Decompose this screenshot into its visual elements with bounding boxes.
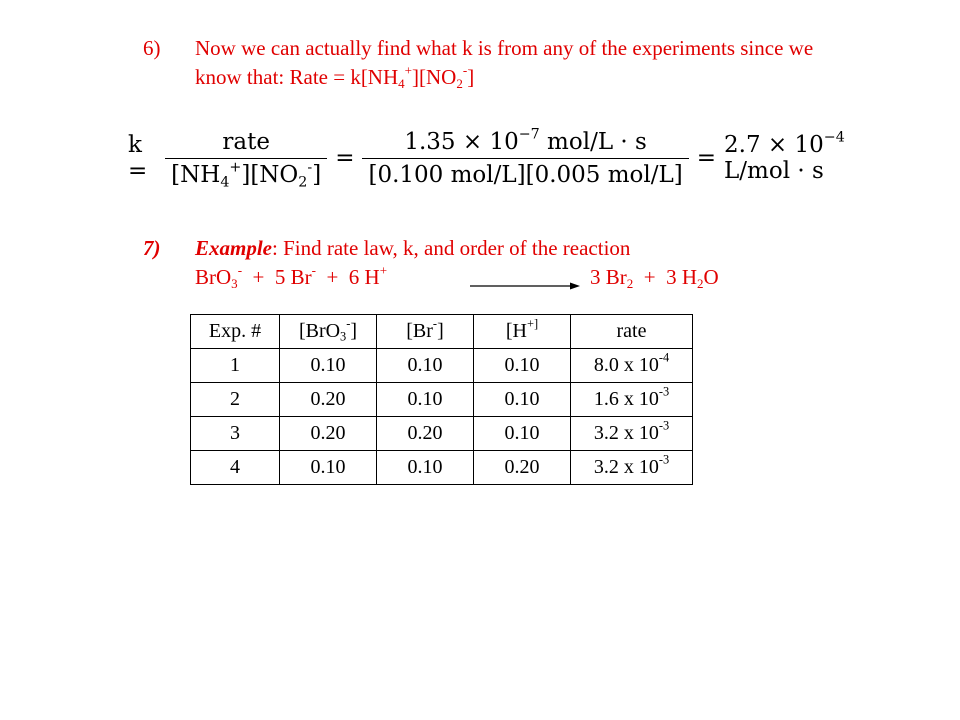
equation-row — [128, 118, 888, 198]
br-header-close: ] — [437, 320, 444, 342]
rate-law-prefix: know that: Rate = k[NH — [195, 65, 399, 89]
table-row — [191, 451, 693, 485]
cell-h: 0.10 — [474, 349, 571, 383]
cell-br: 0.10 — [377, 349, 474, 383]
cell-rate — [571, 383, 693, 417]
bro3-formula: BrO — [195, 265, 232, 289]
equals-sign-1: = — [335, 145, 355, 171]
result — [724, 129, 888, 184]
h2o-term: + 3 H — [633, 265, 698, 289]
num2-unit: mol/L · s — [539, 128, 647, 155]
bro3-header-sub: 3 — [340, 329, 347, 344]
result-mantissa: 2.7 × 10 — [724, 132, 824, 158]
cell-rate — [571, 451, 693, 485]
rate-law-mid: ][NO — [412, 65, 457, 89]
cell-bro3: 0.10 — [280, 349, 377, 383]
h-sup: + — [379, 262, 388, 278]
reaction-arrow-icon — [470, 281, 580, 291]
num2-mantissa: 1.35 × 10 — [404, 128, 519, 155]
table-row — [191, 383, 693, 417]
h2o-end: O — [703, 265, 719, 289]
rate-exponent: -3 — [658, 384, 670, 399]
cell-br: 0.20 — [377, 417, 474, 451]
table-row — [191, 417, 693, 451]
h-header-sup: +] — [526, 316, 539, 331]
item-7-body — [195, 234, 923, 263]
h-term: + 6 H — [315, 265, 380, 289]
bro3-sub: 3 — [231, 275, 238, 291]
equals-sign-2: = — [696, 145, 717, 171]
col-header-exp: Exp. # — [191, 315, 280, 349]
item-6-body — [195, 34, 923, 92]
cell-br: 0.10 — [377, 383, 474, 417]
fraction-2-denominator: [0.100 mol/L][0.005 mol/L] — [362, 158, 688, 188]
item-6-number: 6) — [143, 36, 161, 60]
rate-exponent: -4 — [658, 350, 670, 365]
den1-close: ] — [312, 161, 322, 188]
col-header-h — [474, 315, 571, 349]
den1-no-sub: 2 — [298, 173, 308, 190]
rate-exponent: -3 — [658, 452, 670, 467]
item-7-number: 7) — [143, 236, 161, 260]
col-header-rate: rate — [571, 315, 693, 349]
result-exponent: −4 — [823, 129, 845, 146]
nh4-superscript: + — [404, 62, 412, 78]
h-header-text: [H — [505, 320, 527, 342]
no2-superscript: - — [462, 62, 468, 78]
example-label: Example — [195, 236, 272, 260]
cell-rate — [571, 417, 693, 451]
br2-formula: 3 Br — [590, 265, 627, 289]
den1-nh-sup: + — [229, 158, 242, 175]
cell-h: 0.10 — [474, 383, 571, 417]
reaction-reactants — [195, 262, 388, 297]
rate-mantissa: 1.6 x 10 — [593, 388, 659, 410]
cell-exp: 3 — [191, 417, 280, 451]
k-symbol: k = — [128, 132, 148, 184]
fraction-2 — [362, 125, 688, 188]
rate-mantissa: 3.2 x 10 — [593, 422, 659, 444]
h2o-sub: 2 — [697, 275, 704, 291]
rate-exponent: -3 — [658, 418, 670, 433]
no2-subscript: 2 — [456, 75, 463, 91]
br-sup: - — [311, 262, 316, 278]
item-6 — [143, 34, 923, 92]
bro3-header-close: ] — [350, 320, 358, 342]
item-6-line-1: Now we can actually find what k is from any of the experiments since we — [195, 36, 814, 60]
bro3-header-sup: - — [346, 316, 351, 331]
result-unit: L/mol · s — [724, 158, 824, 184]
rate-mantissa: 8.0 x 10 — [593, 354, 659, 376]
table-header-row — [191, 315, 693, 349]
cell-bro3: 0.20 — [280, 417, 377, 451]
fraction-1-denominator — [165, 158, 327, 188]
cell-bro3: 0.10 — [280, 451, 377, 485]
fraction-1 — [165, 129, 327, 188]
table-row — [191, 349, 693, 383]
reaction-products — [590, 265, 719, 290]
br-header-sup: - — [432, 316, 438, 331]
fraction-1-numerator: rate — [222, 128, 270, 155]
br2-sub: 2 — [626, 275, 634, 291]
rate-constant-equation — [128, 118, 888, 198]
cell-exp: 4 — [191, 451, 280, 485]
item-6-line-2 — [195, 63, 923, 92]
rate-data-table — [190, 314, 693, 485]
rate-mantissa: 3.2 x 10 — [593, 456, 659, 478]
cell-br: 0.10 — [377, 451, 474, 485]
den1-nh-sub: 4 — [220, 173, 230, 190]
den1-nh: [NH — [171, 161, 221, 188]
den1-no: ][NO — [241, 161, 299, 188]
bro3-header-text: [BrO — [298, 320, 341, 342]
example-text: : Find rate law, k, and order of the reaction — [272, 236, 631, 260]
col-header-bro3 — [280, 315, 377, 349]
col-header-br — [377, 315, 474, 349]
br-term: + 5 Br — [242, 265, 312, 289]
cell-rate — [571, 349, 693, 383]
cell-exp: 2 — [191, 383, 280, 417]
num2-exponent: −7 — [518, 125, 540, 142]
bro3-sup: - — [237, 262, 243, 278]
br-header-text: [Br — [406, 320, 433, 342]
cell-h: 0.20 — [474, 451, 571, 485]
den1-no-sup: - — [307, 158, 313, 175]
cell-exp: 1 — [191, 349, 280, 383]
nh4-subscript: 4 — [398, 75, 405, 91]
cell-h: 0.10 — [474, 417, 571, 451]
fraction-2-numerator — [398, 125, 652, 158]
item-7 — [143, 234, 923, 263]
cell-bro3: 0.20 — [280, 383, 377, 417]
rate-law-end: ] — [467, 65, 475, 89]
